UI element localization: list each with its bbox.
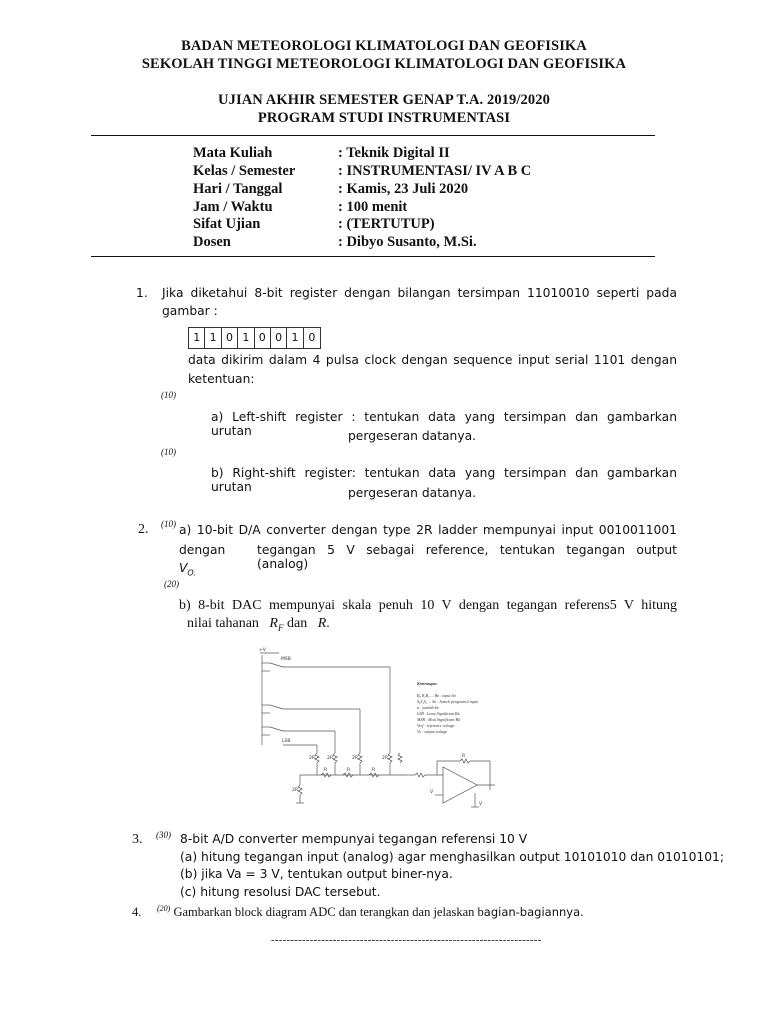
school-name: SEKOLAH TINGGI METEOROLOGI KLIMATOLOGI DAN GEOFISIKA	[141, 56, 627, 72]
q2-number: 2.	[138, 522, 149, 537]
q3-line1: 8-bit A/D converter mempunyai tegangan referensi 10 V	[180, 832, 528, 846]
ladder-r-label: R	[347, 768, 351, 773]
vo-label: V	[479, 802, 483, 807]
legend-line: B₀ B₁B₂ ... Bn : input bit	[417, 693, 456, 698]
q4-line	[132, 904, 584, 920]
register-bits	[188, 327, 321, 349]
r-symbol: R	[317, 616, 327, 631]
info-value: : (TERTUTUP)	[338, 216, 435, 232]
exam-title: UJIAN AKHIR SEMESTER GENAP T.A. 2019/2020	[218, 92, 550, 108]
q1b-line2: pergeseran datanya.	[348, 486, 477, 500]
q3-line3: (b) jika Va = 3 V, tentukan output biner-nya.	[180, 867, 453, 881]
q3-score: (30)	[156, 830, 171, 840]
ladder-r-label: R	[372, 768, 376, 773]
info-label: Sifat Ujian	[193, 216, 261, 232]
register-bit: 0	[308, 331, 316, 344]
lsb-label: LSB	[282, 739, 291, 744]
info-value: : Kamis, 23 Juli 2020	[338, 181, 469, 197]
info-value: : INSTRUMENTASI/ IV A B C	[338, 163, 532, 179]
q2a-line2-word: dengan	[179, 543, 226, 557]
register-bit: 1	[189, 328, 205, 348]
register-bit: 0	[255, 328, 271, 348]
header-rule-bottom	[91, 256, 655, 257]
footer-dashes: ----------------------------------------------------------------------	[271, 934, 542, 946]
register-bit: 1	[205, 328, 221, 348]
q3-line2: (a) hitung tegangan input (analog) agar menghasilkan output 10101010 dan 01010101;	[180, 850, 725, 864]
info-label: Jam / Waktu	[193, 199, 273, 215]
info-label: Hari / Tanggal	[193, 181, 283, 197]
q2a-score: (10)	[161, 519, 176, 529]
ladder-2r-label: 2R	[309, 756, 315, 761]
legend-title: Keterangan:	[417, 681, 438, 686]
institution-name: BADAN METEOROLOGI KLIMATOLOGI DAN GEOFISIKA	[181, 38, 587, 54]
q1a-line1: a) Left-shift register : tentukan data yang tersimpan dan gambarkan urutan	[211, 410, 677, 438]
register-bit: 1	[287, 328, 303, 348]
q1-text-line4: ketentuan:	[188, 372, 255, 386]
q1-text-line1: Jika diketahui 8-bit register dengan bilangan tersimpan 11010010 seperti pada	[162, 286, 677, 300]
q4-text: Gambarkan block diagram ADC dan terangkan dan jelaskan b	[173, 905, 484, 920]
q1a-score: (10)	[161, 390, 176, 400]
q1-text-line3: data dikirim dalam 4 pulsa clock dengan sequence input serial 1101 dengan	[188, 353, 677, 367]
legend-line: Vref : reference voltage	[417, 723, 455, 728]
q2b-line2	[187, 616, 330, 633]
rf-label: R	[462, 754, 466, 759]
info-value: : 100 menit	[338, 199, 408, 215]
q4-text-end: agian-bagiannya.	[483, 905, 584, 920]
q4-score: (20)	[157, 904, 171, 913]
va-label: V	[430, 790, 434, 795]
q1b-score: (10)	[161, 447, 176, 457]
ladder-2r-label: 2R	[327, 756, 333, 761]
info-value: : Dibyo Susanto, M.Si.	[338, 234, 477, 250]
q1a-line2: pergeseran datanya.	[348, 429, 477, 443]
q1-text-line2: gambar :	[162, 304, 218, 318]
ladder-2r-label: 2R	[292, 788, 298, 793]
q1-number: 1.	[136, 286, 148, 300]
q1b-line1: b) Right-shift register: tentukan data yang tersimpan dan gambarkan urutan	[211, 466, 677, 494]
vo-subscript: O.	[187, 568, 196, 578]
info-label: Dosen	[193, 234, 231, 250]
q3-line4: (c) hitung resolusi DAC tersebut.	[180, 885, 381, 899]
q2b-line1: b) 8-bit DAC mempunyai skala penuh 10 V dengan tegangan referens5 V hitung	[179, 598, 677, 613]
ladder-2r-label: 2R	[352, 756, 358, 761]
ladder-2r-label: 2R	[382, 756, 388, 761]
dac-ladder-circuit	[255, 645, 520, 820]
register-bit: 0	[222, 328, 238, 348]
q2b-text: nilai tahanan	[187, 616, 259, 631]
q2a-vo	[179, 561, 196, 577]
legend-line: Vo : output voltage	[417, 729, 448, 734]
header-rule-top	[91, 135, 655, 136]
vcc-label: +V	[259, 648, 266, 653]
vo-symbol: V	[179, 561, 188, 575]
legend-line: S₀S₁S₂ ... Sn : Switch pengontrol input	[417, 699, 478, 704]
legend-line: MSB : Most Significant Bit	[417, 717, 461, 722]
info-label: Kelas / Semester	[193, 163, 296, 179]
legend-line: n : jumlah bit	[417, 705, 439, 710]
q2b-score: (20)	[164, 579, 179, 589]
info-value: : Teknik Digital II	[338, 145, 450, 161]
rf-subscript: F	[277, 622, 284, 633]
program-title: PROGRAM STUDI INSTRUMENTASI	[257, 110, 511, 126]
register-bit: 1	[238, 328, 254, 348]
q2b-period: .	[326, 616, 330, 631]
msb-label: MSB	[281, 657, 291, 662]
ladder-r-label: R	[324, 768, 328, 773]
register-bit: 0	[271, 328, 287, 348]
rf-symbol: R	[269, 616, 278, 631]
q2a-line2: tegangan 5 V sebagai reference, tentukan tegangan output (analog)	[257, 543, 677, 571]
info-label: Mata Kuliah	[193, 145, 273, 161]
q3-number: 3.	[132, 832, 143, 847]
q2b-and: dan	[286, 616, 308, 631]
q2a-line1: a) 10-bit D/A converter dengan type 2R ladder mempunyai input 0010011001	[179, 523, 677, 537]
legend-line: LSB : Least Significant Bit	[417, 711, 460, 716]
q4-number: 4.	[132, 905, 142, 920]
